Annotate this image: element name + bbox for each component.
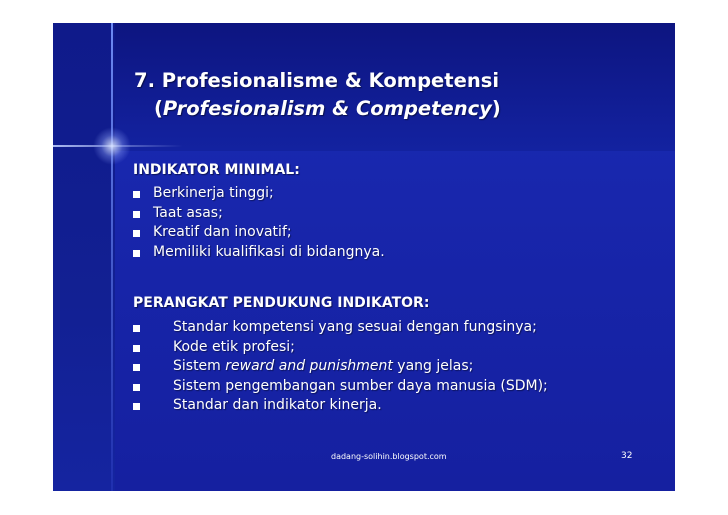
square-bullet-icon <box>133 325 140 332</box>
list-item <box>133 396 548 416</box>
sparkle-icon <box>93 127 131 165</box>
slide-title <box>134 67 501 123</box>
list-item <box>133 338 548 358</box>
square-bullet-icon <box>133 403 140 410</box>
square-bullet-icon <box>133 384 140 391</box>
footer-source: dadang-solihin.blogspot.com <box>331 452 447 461</box>
title-line-2 <box>134 95 501 123</box>
square-bullet-icon <box>133 250 140 257</box>
list-item <box>133 318 548 338</box>
list-item <box>133 204 385 224</box>
title-paren-open: ( <box>154 97 163 120</box>
title-line-1: 7. Profesionalisme & Kompetensi <box>134 69 499 92</box>
perangkat-list <box>133 318 548 416</box>
square-bullet-icon <box>133 191 140 198</box>
list-item <box>133 243 385 263</box>
square-bullet-icon <box>133 345 140 352</box>
square-bullet-icon <box>133 364 140 371</box>
list-item-text: Berkinerja tinggi; <box>153 185 274 201</box>
list-item <box>133 223 385 243</box>
section-heading-perangkat: PERANGKAT PENDUKUNG INDIKATOR: <box>133 295 430 311</box>
slide <box>53 23 675 491</box>
list-item-text: Sistem pengembangan sumber daya manusia (SDM); <box>173 377 548 394</box>
indikator-list <box>133 184 385 262</box>
list-item <box>133 184 385 204</box>
list-item-text: Kreatif dan inovatif; <box>153 224 292 240</box>
list-item-text: Standar kompetensi yang sesuai dengan fungsinya; <box>173 319 537 335</box>
list-item-text-pre: Sistem <box>173 358 226 374</box>
square-bullet-icon <box>133 211 140 218</box>
list-item <box>133 377 548 397</box>
page-number: 32 <box>621 451 633 461</box>
section-heading-indikator: INDIKATOR MINIMAL: <box>133 162 300 178</box>
list-item-text: Kode etik profesi; <box>173 338 295 355</box>
square-bullet-icon <box>133 230 140 237</box>
list-item-text-italic: reward and punishment <box>225 358 393 374</box>
list-item-text: Standar dan indikator kinerja. <box>173 397 382 413</box>
list-item-text: Memiliki kualifikasi di bidangnya. <box>153 243 385 260</box>
list-item <box>133 357 548 377</box>
vertical-accent-line <box>111 23 113 491</box>
title-english: Profesionalism & Competency <box>162 97 492 120</box>
title-paren-close: ) <box>491 97 501 120</box>
list-item-text: Taat asas; <box>153 204 223 221</box>
list-item-text-post: yang jelas; <box>392 358 474 374</box>
left-panel-decoration <box>53 23 115 491</box>
